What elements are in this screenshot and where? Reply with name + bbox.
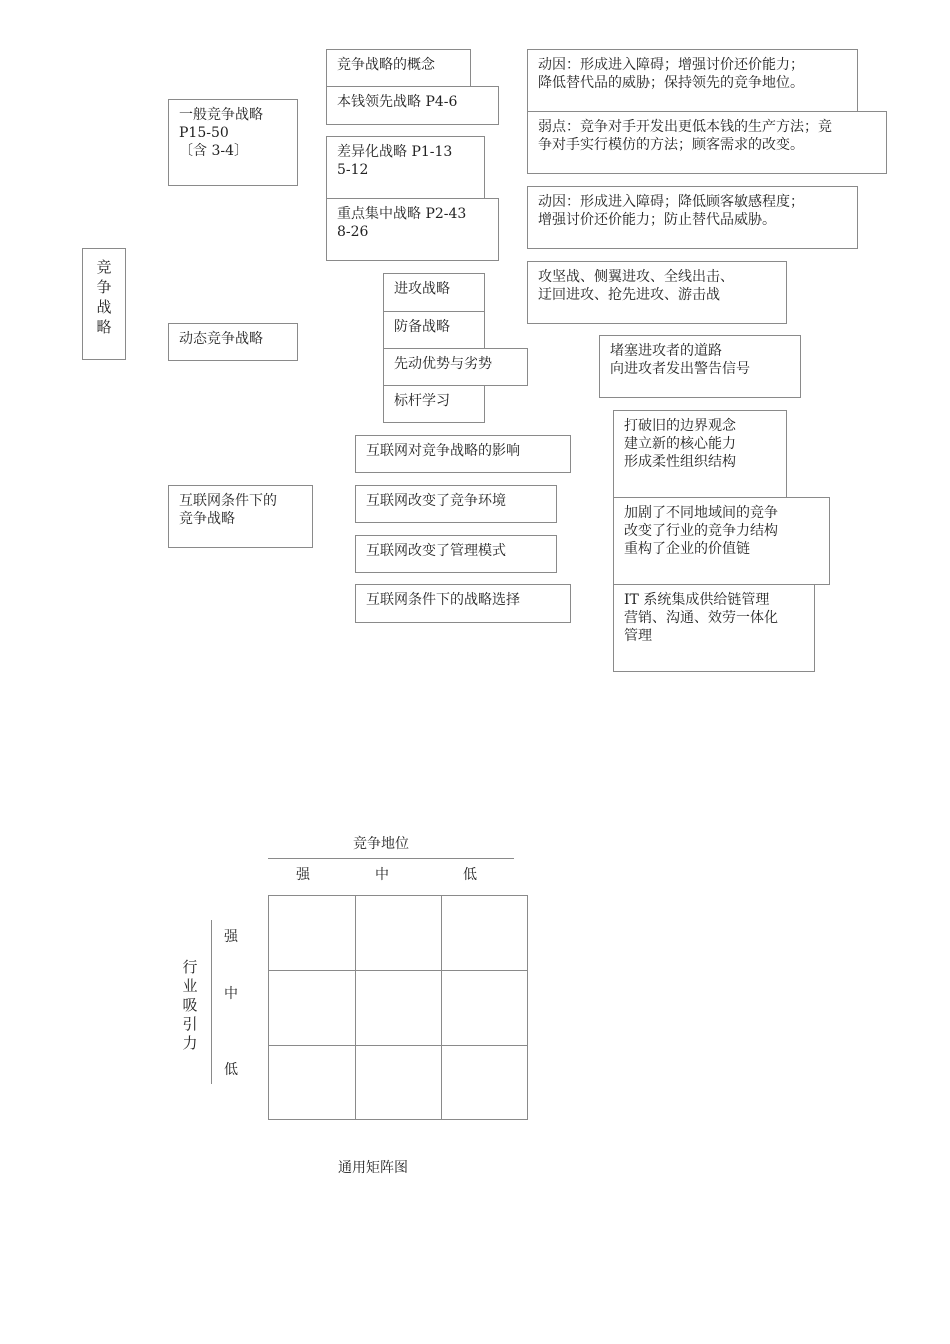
- item-internet-impact: 互联网对竞争战略的影响: [355, 435, 571, 473]
- matrix-cell: [356, 1046, 442, 1119]
- note-internet-environment: 加剧了不同地域间的竞争 改变了行业的竞争力结构 重构了企业的价值链: [613, 497, 830, 585]
- branch-general-strategy: 一般竞争战略 P15-50 〔含 3-4〕: [168, 99, 298, 186]
- item-first-mover: 先动优势与劣势: [383, 348, 528, 386]
- matrix-cell: [442, 1046, 527, 1119]
- item-internet-choice: 互联网条件下的战略选择: [355, 584, 571, 623]
- note-differentiation-motive: 动因：形成进入障碍；降低顾客敏感程度； 增强讨价还价能力；防止替代品威胁。: [527, 186, 858, 249]
- matrix-row-label: 中: [224, 986, 238, 1002]
- matrix-row-label: 低: [224, 1062, 238, 1078]
- matrix-cell: [269, 1046, 356, 1119]
- matrix-cell: [442, 896, 527, 971]
- matrix-side-title: 行 业 吸 引 力: [182, 958, 198, 1052]
- matrix-col-label: 低: [463, 867, 477, 883]
- note-defense-types: 堵塞进攻者的道路 向进攻者发出警告信号: [599, 335, 801, 398]
- matrix-cell: [269, 896, 356, 971]
- item-differentiation: 差异化战略 P1-13 5-12: [326, 136, 485, 199]
- note-internet-impact: 打破旧的边界观念 建立新的核心能力 形成柔性组织结构: [613, 410, 787, 498]
- matrix-cell: [269, 971, 356, 1046]
- matrix-col-label: 强: [296, 867, 310, 883]
- matrix-row-label: 强: [224, 929, 238, 945]
- matrix-caption: 通用矩阵图: [338, 1160, 408, 1176]
- item-defense-strategy: 防备战略: [383, 311, 485, 349]
- matrix-top-rule: [268, 858, 514, 859]
- item-cost-leadership: 本钱领先战略 P4-6: [326, 86, 499, 125]
- root-node-competitive-strategy: 竞 争 战 略: [82, 248, 126, 360]
- item-offense-strategy: 进攻战略: [383, 273, 485, 312]
- note-cost-motive: 动因：形成进入障碍；增强讨价还价能力； 降低替代品的威胁；保持领先的竞争地位。: [527, 49, 858, 112]
- matrix-col-label: 中: [375, 867, 389, 883]
- branch-dynamic-strategy: 动态竞争战略: [168, 323, 298, 361]
- note-cost-weakness: 弱点：竞争对手开发出更低本钱的生产方法；竞 争对手实行模仿的方法；顾客需求的改变。: [527, 111, 887, 174]
- general-matrix-grid: [268, 895, 528, 1120]
- matrix-cell: [442, 971, 527, 1046]
- matrix-side-rule: [211, 920, 212, 1084]
- item-internet-management: 互联网改变了管理模式: [355, 535, 557, 573]
- note-offense-types: 攻坚战、侧翼进攻、全线出击、 迂回进攻、抢先进攻、游击战: [527, 261, 787, 324]
- item-focus-strategy: 重点集中战略 P2-43 8-26: [326, 198, 499, 261]
- branch-internet-strategy: 互联网条件下的 竞争战略: [168, 485, 313, 548]
- item-internet-environment: 互联网改变了竞争环境: [355, 485, 557, 523]
- item-benchmarking: 标杆学习: [383, 385, 485, 423]
- item-strategy-concept: 竞争战略的概念: [326, 49, 471, 87]
- matrix-cell: [356, 971, 442, 1046]
- note-internet-management: IT 系统集成供给链管理 营销、沟通、效劳一体化 管理: [613, 584, 815, 672]
- matrix-top-title: 竞争地位: [353, 836, 409, 852]
- matrix-cell: [356, 896, 442, 971]
